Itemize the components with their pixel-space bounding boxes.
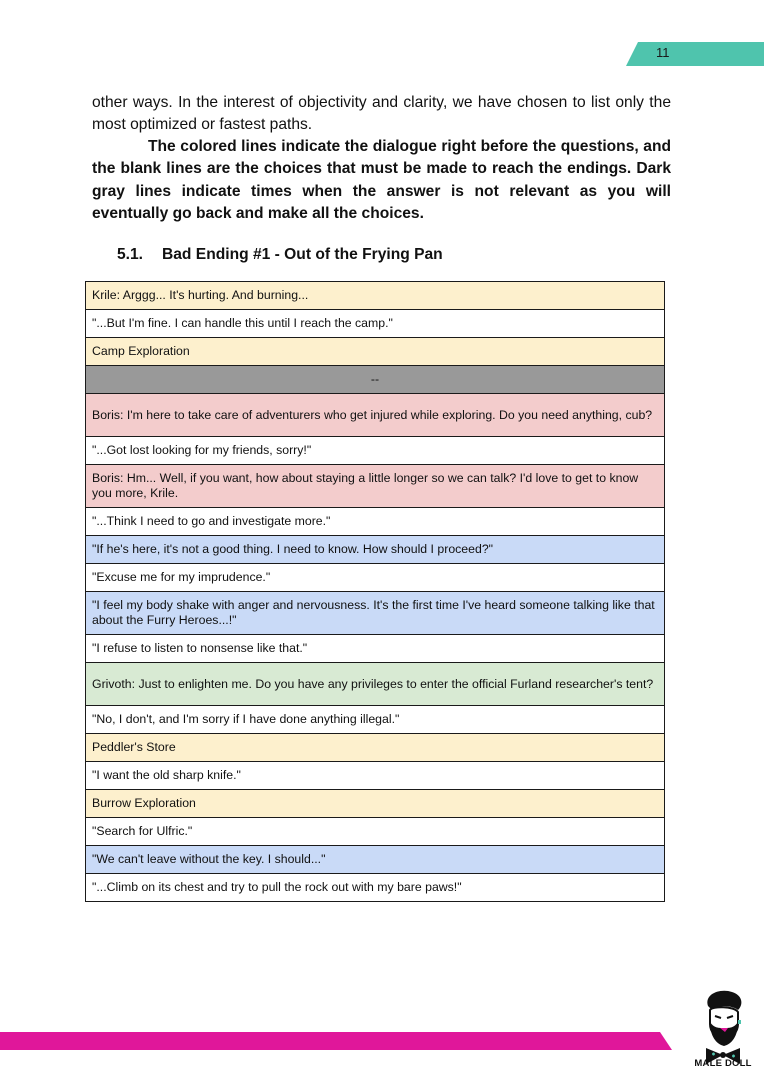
table-row: [86, 706, 665, 734]
table-row: [86, 818, 665, 846]
table-cell-gray: --: [86, 366, 665, 394]
table-row: [86, 846, 665, 874]
table-row: [86, 465, 665, 508]
section-number: 5.1.: [117, 246, 144, 263]
page-number-tab: [626, 42, 764, 66]
table-row: [86, 310, 665, 338]
table-cell-white: "I want the old sharp knife.": [86, 762, 665, 790]
table-row: [86, 762, 665, 790]
table-row: [86, 734, 665, 762]
body-paragraph-1: other ways. In the interest of objectivity and clarity, we have chosen to list only the most optimized or fastest paths.: [92, 94, 671, 134]
table-cell-white: "Search for Ulfric.": [86, 818, 665, 846]
table-cell-yellow: Peddler's Store: [86, 734, 665, 762]
table-cell-blue: "I feel my body shake with anger and nervousness. It's the first time I've heard someone talking like that about the Furry Heroes...!": [86, 592, 665, 635]
table-cell-white: "...But I'm fine. I can handle this until I reach the camp.": [86, 310, 665, 338]
table-cell-white: "I refuse to listen to nonsense like that.": [86, 635, 665, 663]
table-row: [86, 663, 665, 706]
table-cell-white: "...Got lost looking for my friends, sorry!": [86, 437, 665, 465]
table-cell-yellow: Krile: Arggg... It's hurting. And burning...: [86, 282, 665, 310]
table-cell-white: "...Climb on its chest and try to pull the rock out with my bare paws!": [86, 874, 665, 902]
table-row: [86, 564, 665, 592]
table-row: [86, 437, 665, 465]
table-row: [86, 790, 665, 818]
table-row: [86, 282, 665, 310]
page-number: 11: [656, 45, 670, 60]
table-row: [86, 394, 665, 437]
table-row: [86, 338, 665, 366]
table-row: [86, 874, 665, 902]
table-cell-red: Boris: I'm here to take care of adventurers who get injured while exploring. Do you need anything, cub?: [86, 394, 665, 437]
section-heading: [117, 246, 443, 264]
table-cell-red: Boris: Hm... Well, if you want, how about staying a little longer so we can talk? I'd love to get to know you more, Krile.: [86, 465, 665, 508]
table-cell-blue: "If he's here, it's not a good thing. I need to know. How should I proceed?": [86, 536, 665, 564]
table-cell-yellow: Burrow Exploration: [86, 790, 665, 818]
table-row: [86, 635, 665, 663]
logo-text: MALE DOLL: [694, 1058, 752, 1069]
table-row: [86, 508, 665, 536]
body-paragraph-2: The colored lines indicate the dialogue right before the questions, and the blank lines are the choices that must be made to reach the endings. Dark gray lines indicate times when the answer is not relevant as you will eventually go back and make all the choices.: [92, 138, 671, 223]
table-cell-white: "...Think I need to go and investigate more.": [86, 508, 665, 536]
table-row: [86, 536, 665, 564]
table-cell-green: Grivoth: Just to enlighten me. Do you have any privileges to enter the official Furland researcher's tent?: [86, 663, 665, 706]
table-row: [86, 366, 665, 394]
path-table: [85, 281, 665, 902]
table-cell-white: "No, I don't, and I'm sorry if I have done anything illegal.": [86, 706, 665, 734]
section-title: Bad Ending #1 - Out of the Frying Pan: [162, 246, 443, 263]
table-cell-yellow: Camp Exploration: [86, 338, 665, 366]
table-row: [86, 592, 665, 635]
table-cell-white: "Excuse me for my imprudence.": [86, 564, 665, 592]
table-cell-blue: "We can't leave without the key. I should...": [86, 846, 665, 874]
footer-bar: [0, 1032, 672, 1050]
